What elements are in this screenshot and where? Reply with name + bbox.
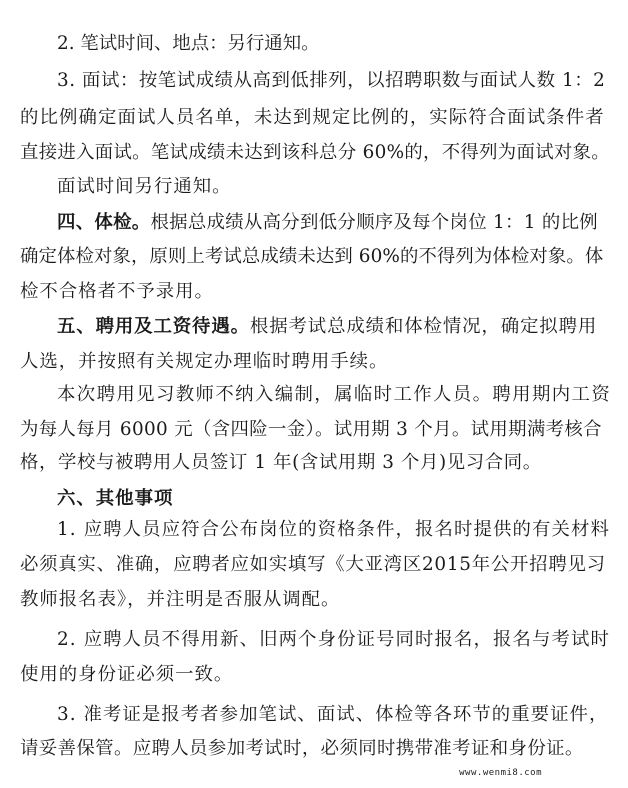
line-text: 2. 应聘人员不得用新、旧两个身份证号同时报名，报名与考试时 [57,629,610,650]
line-text: 面试时间另行通知。 [57,176,232,197]
doc-line [57,211,598,235]
line-text: 根据总成绩从高分到低分顺序及每个岗位 1：1 的比例 [150,212,598,233]
doc-line [20,350,388,374]
line-text: 格，学校与被聘用人员签订 1 年(含试用期 3 个月)见习合同。 [20,452,542,473]
line-text: 的比例确定面试人员名单，未达到规定比例的，实际符合面试条件者 [20,107,605,128]
doc-line [20,245,603,269]
doc-line [57,518,610,542]
site-watermark: www.wenmi8.com [459,768,542,778]
line-text: 3. 准考证是报考者参加笔试、面试、体检等各环节的重要证件， [57,704,609,725]
line-text: 1. 应聘人员应符合公布岗位的资格条件，报名时提供的有关材料 [57,519,610,540]
doc-line [20,141,610,165]
line-text: 根据考试总成绩和体检情况，确定拟聘用 [249,316,598,337]
doc-line [20,588,340,612]
doc-line [20,106,605,130]
doc-line [57,32,319,56]
line-text: 人选，并按照有关规定办理临时聘用手续。 [20,351,389,372]
line-text: 必须真实、准确，应聘者应如实填写《大亚湾区2015年公开招聘见习 [20,554,606,575]
section-heading: 五、聘用及工资待遇。 [57,316,250,337]
doc-line [57,383,611,407]
line-text: 使用的身份证必须一致。 [20,664,234,685]
line-text: 教师报名表》，并注明是否服从调配。 [20,589,341,610]
line-text: 请妥善保管。应聘人员参加考试时，必须同时携带准考证和身份证。 [20,738,584,759]
line-text: 本次聘用见习教师不纳入编制，属临时工作人员。聘用期内工资 [57,384,612,405]
line-text: 2. 笔试时间、地点：另行通知。 [57,33,320,54]
doc-line [20,451,542,475]
line-text: 3. 面试：按笔试成绩从高到低排列，以招聘职数与面试人数 1：2 [57,70,606,91]
line-text: 检不合格者不予录用。 [20,281,214,302]
doc-line [57,315,597,339]
doc-line [57,487,173,511]
line-text: 为每人每月 6000 元（含四险一金）。试用期 3 个月。试用期满考核合 [20,419,602,440]
doc-line [57,175,232,199]
doc-line [57,628,610,652]
doc-line [20,553,606,577]
doc-line [20,663,233,687]
line-text: 直接进入面试。笔试成绩未达到该科总分 60%的，不得列为面试对象。 [20,142,610,163]
section-heading: 六、其他事项 [57,488,174,509]
doc-line [57,69,605,93]
section-heading: 四、体检。 [57,212,151,233]
doc-line [20,737,584,761]
doc-line [20,418,602,442]
doc-line [57,703,608,727]
doc-line [20,280,214,304]
line-text: 确定体检对象，原则上考试总成绩未达到 60%的不得列为体检对象。体 [20,246,604,267]
